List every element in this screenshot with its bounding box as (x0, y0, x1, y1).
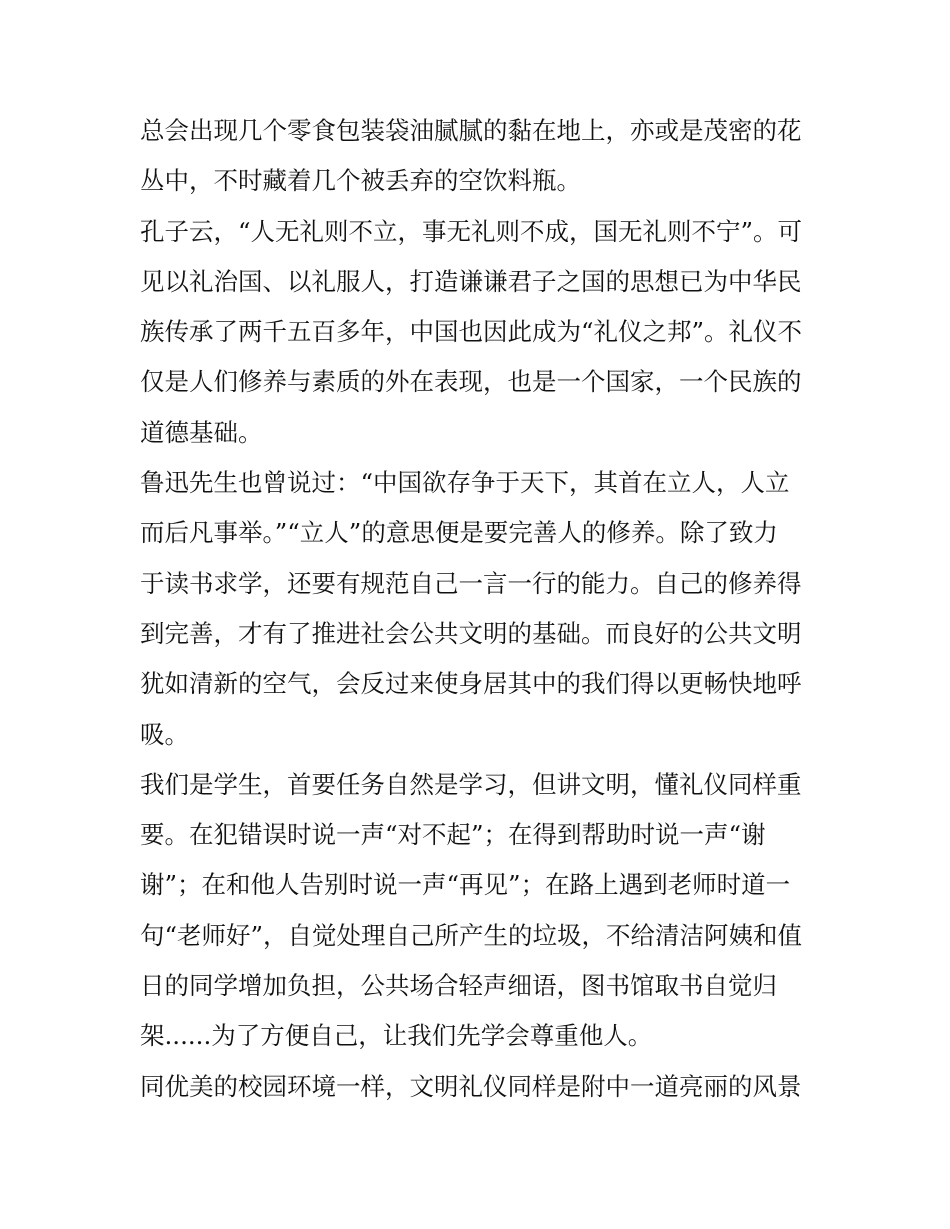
text-line-2: 丛中，不时藏着几个被丢弃的空饮料瓶。 (140, 166, 581, 196)
text-line-4: 见以礼治国、以礼服人，打造谦谦君子之国的思想已为中华民 (140, 266, 802, 296)
text-line-16: 谢”；在和他人告别时说一声“再见”；在路上遇到老师时道一 (140, 870, 791, 900)
text-line-15: 要。在犯错误时说一声“对不起”；在得到帮助时说一声“谢 (140, 820, 766, 850)
text-line-5: 族传承了两千五百多年，中国也因此成为“礼仪之邦”。礼仪不 (140, 317, 803, 347)
text-line-17: 句“老师好”，自觉处理自己所产生的垃圾，不给清洁阿姨和值 (140, 920, 803, 950)
text-line-19: 架......为了方便自己，让我们先学会尊重他人。 (140, 1021, 653, 1051)
text-line-10: 于读书求学，还要有规范自己一言一行的能力。自己的修养得 (140, 568, 802, 598)
text-line-20: 同优美的校园环境一样，文明礼仪同样是附中一道亮丽的风景 (140, 1071, 802, 1101)
text-line-14: 我们是学生，首要任务自然是学习，但讲文明，懂礼仪同样重 (140, 769, 802, 799)
text-line-12: 犹如清新的空气，会反过来使身居其中的我们得以更畅快地呼 (140, 669, 802, 699)
text-line-9: 而后凡事举。”“立人”的意思便是要完善人的修养。除了致力 (140, 518, 778, 548)
text-line-1: 总会出现几个零食包装袋油腻腻的黏在地上，亦或是茂密的花 (140, 116, 802, 145)
text-line-18: 日的同学增加负担，公共场合轻声细语，图书馆取书自觉归 (140, 971, 777, 1001)
text-line-13: 吸。 (140, 719, 189, 749)
text-line-11: 到完善，才有了推进社会公共文明的基础。而良好的公共文明 (140, 618, 802, 648)
text-line-7: 道德基础。 (140, 417, 263, 447)
text-line-8: 鲁迅先生也曾说过：“中国欲存争于天下，其首在立人，人立 (140, 468, 790, 498)
text-line-6: 仅是人们修养与素质的外在表现，也是一个国家，一个民族的 (140, 367, 802, 397)
body-text (140, 106, 830, 1112)
text-line-3: 孔子云，“人无礼则不立，事无礼则不成，国无礼则不宁”。可 (140, 216, 803, 246)
